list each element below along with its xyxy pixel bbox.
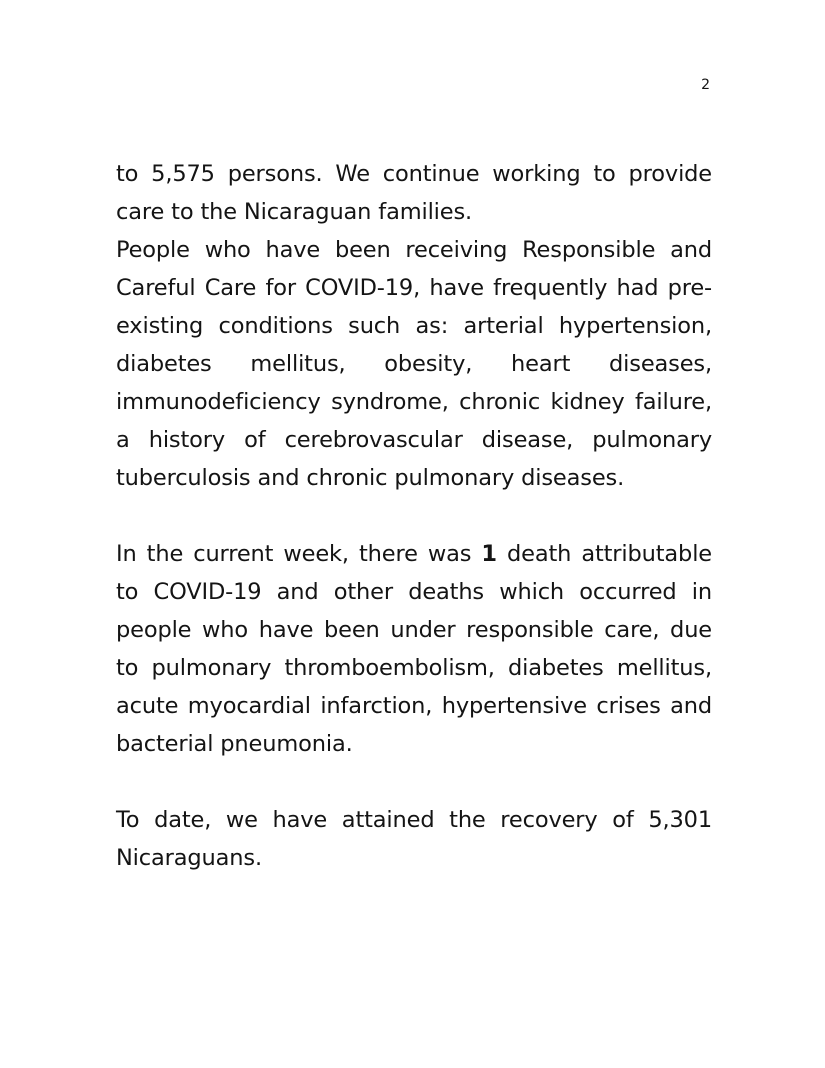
page-number: 2 bbox=[701, 77, 710, 93]
paragraph-deaths bbox=[116, 535, 712, 763]
document-body bbox=[116, 155, 712, 877]
death-count: 1 bbox=[481, 541, 497, 567]
deaths-text-before: In the current week, there was bbox=[116, 541, 482, 567]
deaths-text-after: death attributable to COVID-19 and other deaths which occurred in people who have been under responsible care, due to pulmonary thromboembolism, diabetes mellitus, acute myocardial infarction, hypertensive crises and bacterial pneumonia. bbox=[116, 541, 712, 757]
paragraph-recovery: To date, we have attained the recovery of 5,301 Nicaraguans. bbox=[116, 807, 712, 871]
paragraph-continue-care: to 5,575 persons. We continue working to provide care to the Nicaraguan families. bbox=[116, 161, 712, 225]
paragraph-preexisting-conditions: People who have been receiving Responsible and Careful Care for COVID-19, have frequently had pre-existing conditions such as: arterial hypertension, diabetes mellitus, obesity, heart diseases, immunodeficiency syndrome, chronic kidney failure, a history of cerebrovascular disease, pulmonary tuberculosis and chronic pulmonary diseases. bbox=[116, 237, 712, 491]
